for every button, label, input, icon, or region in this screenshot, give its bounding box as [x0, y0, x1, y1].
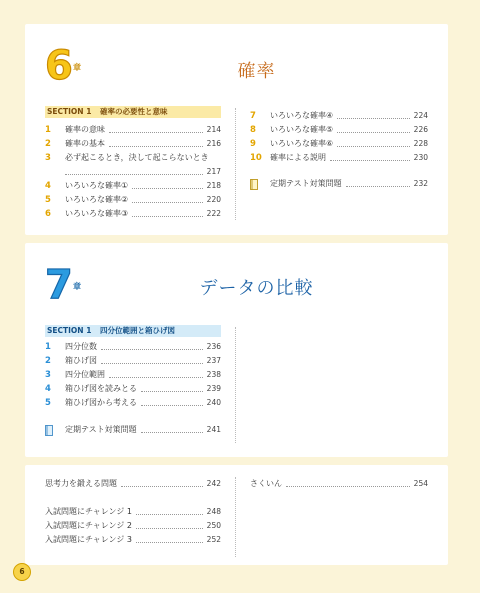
toc-entry[interactable] [250, 138, 428, 150]
column-divider [235, 327, 236, 443]
leader-dots [136, 509, 203, 515]
toc-entry[interactable] [45, 506, 221, 518]
entry-number: 9 [250, 139, 256, 149]
entry-page: 228 [413, 139, 428, 148]
toc-entry-continuation[interactable] [65, 166, 221, 178]
entry-title: いろいろな確率② [65, 195, 129, 204]
section-title: 確率の必要性と意味 [100, 107, 168, 116]
section-header [45, 325, 221, 337]
toc-entry-test[interactable] [250, 178, 428, 190]
toc-entry[interactable] [45, 369, 221, 381]
entry-number: 4 [45, 181, 51, 191]
entry-page: 216 [206, 139, 221, 148]
entry-title: 入試問題にチャレンジ 3 [45, 535, 132, 544]
leader-dots [101, 344, 203, 350]
entry-page: 248 [206, 507, 221, 516]
entry-number: 7 [250, 111, 256, 121]
entry-page: 236 [206, 342, 221, 351]
entry-page: 241 [206, 425, 221, 434]
leader-dots [286, 481, 410, 487]
column-divider [235, 108, 236, 220]
entry-title: いろいろな確率⑤ [270, 125, 334, 134]
column-divider [235, 477, 236, 557]
toc-entry[interactable] [250, 478, 428, 490]
chapter-number: 6 [45, 43, 73, 89]
chapter-title: 確率 [237, 61, 276, 82]
section-label: SECTION 1 [47, 326, 92, 335]
toc-entry[interactable] [250, 110, 428, 122]
entry-number: 10 [250, 153, 262, 163]
entry-page: 239 [206, 384, 221, 393]
section-label: SECTION 1 [47, 107, 92, 116]
leader-dots [337, 113, 410, 119]
leader-dots [136, 523, 203, 529]
entry-title: 箱ひげ図 [65, 356, 97, 365]
entry-title: いろいろな確率① [65, 181, 129, 190]
entry-title: 確率の基本 [65, 139, 105, 148]
leader-dots [141, 400, 203, 406]
entry-title: 入試問題にチャレンジ 2 [45, 521, 132, 530]
chapter-number: 7 [45, 262, 73, 308]
entry-number: 1 [45, 342, 51, 352]
page-number-badge: 6 [13, 563, 31, 581]
entry-page: 214 [206, 125, 221, 134]
toc-entry[interactable] [45, 124, 221, 136]
chapter-suffix: 章 [73, 282, 81, 291]
entry-page: 240 [206, 398, 221, 407]
entry-title: 確率による説明 [270, 153, 326, 162]
extras-card [25, 465, 448, 565]
entry-page: 238 [206, 370, 221, 379]
leader-dots [65, 169, 203, 175]
entry-number: 3 [45, 153, 51, 163]
entry-page: 230 [413, 153, 428, 162]
leader-dots [346, 181, 410, 187]
toc-entry[interactable] [45, 355, 221, 367]
leader-dots [109, 141, 203, 147]
toc-entry[interactable] [45, 152, 221, 164]
entry-page: 218 [206, 181, 221, 190]
entry-title: 思考力を鍛える問題 [45, 479, 117, 488]
leader-dots [141, 427, 203, 433]
entry-title: 定期テスト対策問題 [270, 179, 342, 188]
entry-title: 定期テスト対策問題 [65, 425, 137, 434]
entry-number: 1 [45, 125, 51, 135]
entry-page: 222 [206, 209, 221, 218]
toc-entry[interactable] [45, 208, 221, 220]
entry-title: 必ず起こるとき，決して起こらないとき [65, 153, 209, 162]
entry-title: 箱ひげ図から考える [65, 398, 137, 407]
toc-entry[interactable] [45, 397, 221, 409]
leader-dots [132, 197, 203, 203]
leader-dots [101, 358, 203, 364]
chapter-7-card [25, 243, 448, 457]
entry-title: いろいろな確率③ [65, 209, 129, 218]
leader-dots [121, 481, 203, 487]
book-icon [45, 424, 65, 436]
entry-page: 254 [413, 479, 428, 488]
entry-page: 250 [206, 521, 221, 530]
toc-entry-test[interactable] [45, 424, 221, 436]
leader-dots [132, 211, 203, 217]
entry-page: 252 [206, 535, 221, 544]
book-icon [250, 178, 270, 190]
entry-number: 5 [45, 195, 51, 205]
leader-dots [136, 537, 203, 543]
section-header [45, 106, 221, 118]
entry-page: 217 [206, 167, 221, 176]
entry-title: いろいろな確率④ [270, 111, 334, 120]
entry-title: 四分位範囲 [65, 370, 105, 379]
toc-entry[interactable] [45, 138, 221, 150]
toc-entry[interactable] [45, 341, 221, 353]
leader-dots [337, 127, 410, 133]
entry-page: 237 [206, 356, 221, 365]
leader-dots [132, 183, 203, 189]
entry-number: 2 [45, 356, 51, 366]
toc-entry[interactable] [45, 194, 221, 206]
toc-entry[interactable] [45, 180, 221, 192]
chapter-6-card [25, 24, 448, 235]
entry-number: 8 [250, 125, 256, 135]
entry-title: 入試問題にチャレンジ 1 [45, 507, 132, 516]
entry-number: 6 [45, 209, 51, 219]
toc-entry[interactable] [45, 383, 221, 395]
toc-entry[interactable] [250, 152, 428, 164]
section-title: 四分位範囲と箱ひげ図 [100, 326, 176, 335]
leader-dots [141, 386, 203, 392]
chapter-title: データの比較 [199, 278, 314, 299]
entry-page: 220 [206, 195, 221, 204]
entry-page: 226 [413, 125, 428, 134]
entry-number: 4 [45, 384, 51, 394]
entry-title: 確率の意味 [65, 125, 105, 134]
leader-dots [337, 141, 410, 147]
toc-entry[interactable] [45, 534, 221, 546]
leader-dots [109, 372, 203, 378]
toc-entry[interactable] [250, 124, 428, 136]
entry-number: 3 [45, 370, 51, 380]
entry-page: 232 [413, 179, 428, 188]
entry-title: 四分位数 [65, 342, 97, 351]
toc-entry[interactable] [45, 478, 221, 490]
entry-title: さくいん [250, 479, 282, 488]
entry-title: 箱ひげ図を読みとる [65, 384, 137, 393]
leader-dots [109, 127, 203, 133]
entry-page: 242 [206, 479, 221, 488]
toc-entry[interactable] [45, 520, 221, 532]
entry-title: いろいろな確率⑥ [270, 139, 334, 148]
entry-page: 224 [413, 111, 428, 120]
chapter-suffix: 章 [73, 63, 81, 72]
entry-number: 5 [45, 398, 51, 408]
entry-number: 2 [45, 139, 51, 149]
leader-dots [330, 155, 410, 161]
